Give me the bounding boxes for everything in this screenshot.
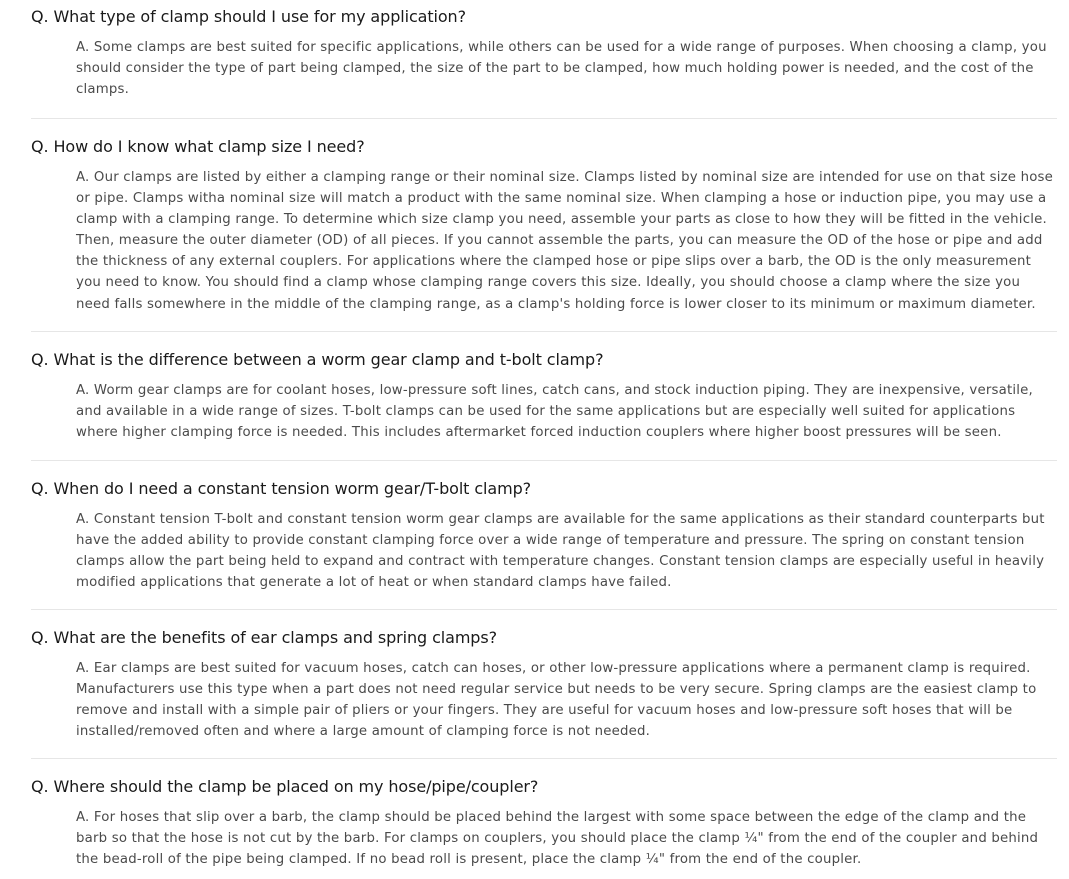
- faq-answer: A. Ear clamps are best suited for vacuum hoses, catch can hoses, or other low-pressure applications where a permanent clamp is required. Manufacturers use this type when a part does not need regular service but needs to be very secure. Spring clamps are the easiest clamp to remove and install with a simple pair of pliers or your fingers. They are useful for vacuum hoses and low-pressure soft hoses that will be installed/removed often and where a large amount of clamping force is not needed.: [76, 661, 1037, 740]
- faq-answer: A. Worm gear clamps are for coolant hoses, low-pressure soft lines, catch cans, and stock induction piping. They are inexpensive, versatile, and available in a wide range of sizes. T-bolt clamps can be used for the same applications but are especially well suited for applications where higher clamping force is needed. This includes aftermarket forced induction couplers where higher boost pressures will be seen.: [76, 383, 1033, 441]
- faq-question: Q. Where should the clamp be placed on my hose/pipe/coupler?: [31, 777, 539, 796]
- faq-item-clamp-size: [31, 119, 1057, 332]
- faq-answer: A. Some clamps are best suited for specific applications, while others can be used for a wide range of purposes. When choosing a clamp, you should consider the type of part being clamped, the size of the part to be clamped, how much holding power is needed, and the cost of the clamps.: [76, 40, 1047, 98]
- faq-question: Q. What type of clamp should I use for my application?: [31, 7, 466, 26]
- faq-answer: A. For hoses that slip over a barb, the clamp should be placed behind the largest with some space between the edge of the clamp and the barb so that the hose is not cut by the barb. For clamps on couplers, you should place the clamp ¼" from the end of the coupler and behind the bead-roll of the pipe being clamped. If no bead roll is present, place the clamp ¼" from the end of the coupler.: [76, 810, 1039, 868]
- faq-item-clamp-placement: [31, 759, 1057, 876]
- faq-item-constant-tension: [31, 461, 1057, 610]
- faq-answer: A. Our clamps are listed by either a clamping range or their nominal size. Clamps listed by nominal size are intended for use on that size hose or pipe. Clamps witha nominal size will match a product with the same nominal size. When clamping a hose or induction pipe, you may use a clamp with a clamping range. To determine which size clamp you need, assemble your parts as close to how they will be fitted in the vehicle. Then, measure the outer diameter (OD) of all pieces. If you cannot assemble the parts, you can measure the OD of the hose or pipe and add the thickness of any external couplers. For applications where the clamped hose or pipe slips over a barb, the OD is the only measurement you need to know. You should find a clamp whose clamping range covers this size. Ideally, you should choose a clamp where the size you need falls somewhere in the middle of the clamping range, as a clamp's holding force is lower closer to its minimum or maximum diameter.: [76, 170, 1054, 312]
- faq-item-clamp-type: [31, 0, 1057, 119]
- faq-question: Q. How do I know what clamp size I need?: [31, 137, 365, 156]
- faq-item-ear-spring-clamps: [31, 610, 1057, 759]
- faq-question: Q. When do I need a constant tension worm gear/T-bolt clamp?: [31, 479, 532, 498]
- faq-item-worm-vs-tbolt: [31, 332, 1057, 461]
- faq-answer: A. Constant tension T-bolt and constant tension worm gear clamps are available for the same applications as their standard counterparts but have the added ability to provide constant clamping force over a wide range of temperature and pressure. The spring on constant tension clamps allow the part being held to expand and contract with temperature changes. Constant tension clamps are especially useful in heavily modified applications that generate a lot of heat or when standard clamps have failed.: [76, 512, 1045, 591]
- faq-question: Q. What are the benefits of ear clamps and spring clamps?: [31, 628, 497, 647]
- faq-question: Q. What is the difference between a worm gear clamp and t-bolt clamp?: [31, 350, 604, 369]
